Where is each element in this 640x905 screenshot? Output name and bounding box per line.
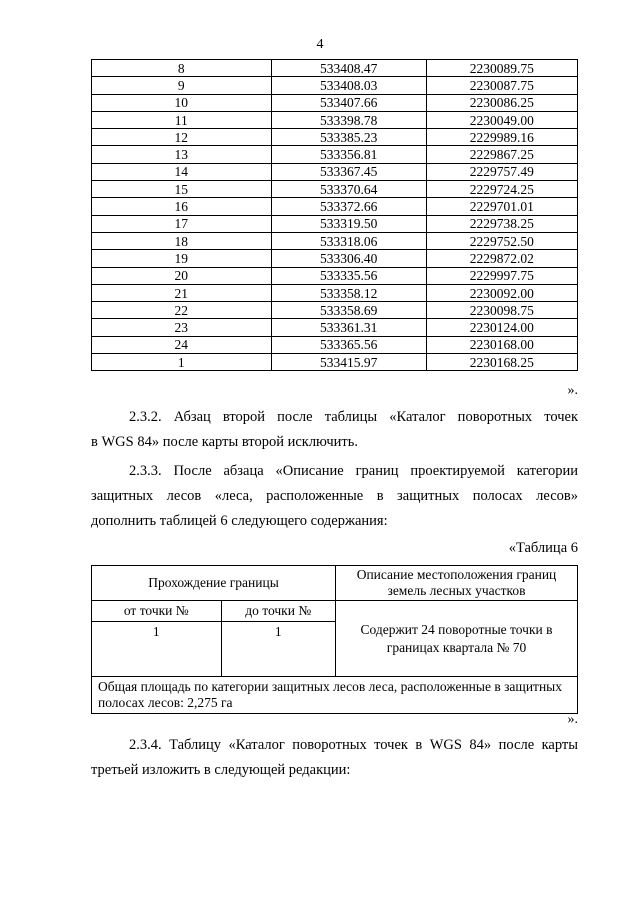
table-row xyxy=(92,111,578,128)
table-row xyxy=(92,163,578,180)
y-coordinate-cell: 2230098.75 xyxy=(426,302,577,319)
point-number-cell: 9 xyxy=(92,77,272,94)
y-coordinate-cell: 2230049.00 xyxy=(426,111,577,128)
header-description: Описание местоположения границ земель лесных участков xyxy=(336,566,578,601)
y-coordinate-cell: 2229872.02 xyxy=(426,250,577,267)
point-number-cell: 14 xyxy=(92,163,272,180)
y-coordinate-cell: 2230092.00 xyxy=(426,284,577,301)
y-coordinate-cell: 2229867.25 xyxy=(426,146,577,163)
y-coordinate-cell: 2230089.75 xyxy=(426,60,577,77)
table-row xyxy=(92,232,578,249)
point-number-cell: 20 xyxy=(92,267,272,284)
header-passage: Прохождение границы xyxy=(92,566,336,601)
header-to-point: до точки № xyxy=(221,601,335,622)
x-coordinate-cell: 533306.40 xyxy=(271,250,426,267)
x-coordinate-cell: 533415.97 xyxy=(271,354,426,371)
y-coordinate-cell: 2229701.01 xyxy=(426,198,577,215)
total-area-row: Общая площадь по категории защитных лесов леса, расположенные в защитных полосах лесов: 2,275 га xyxy=(92,677,578,714)
table-row xyxy=(92,146,578,163)
y-coordinate-cell: 2229724.25 xyxy=(426,181,577,198)
paragraph-2-3-3 xyxy=(91,459,578,534)
point-number-cell: 19 xyxy=(92,250,272,267)
table-row xyxy=(92,60,578,77)
x-coordinate-cell: 533358.69 xyxy=(271,302,426,319)
header-from-point: от точки № xyxy=(92,601,222,622)
point-number-cell: 12 xyxy=(92,129,272,146)
paragraph-line: в WGS 84» после карты второй исключить. xyxy=(91,434,358,450)
y-coordinate-cell: 2230168.25 xyxy=(426,354,577,371)
y-coordinate-cell: 2229752.50 xyxy=(426,232,577,249)
point-number-cell: 17 xyxy=(92,215,272,232)
point-number-cell: 13 xyxy=(92,146,272,163)
point-number-cell: 16 xyxy=(92,198,272,215)
table-row xyxy=(92,267,578,284)
paragraph-2-3-2 xyxy=(91,405,578,455)
table-6 xyxy=(91,565,578,714)
table-row xyxy=(92,198,578,215)
coordinates-table-closing-quote: ». xyxy=(567,383,578,398)
coordinates-table xyxy=(91,59,578,371)
table-6-closing-quote: ». xyxy=(567,712,578,727)
x-coordinate-cell: 533365.56 xyxy=(271,336,426,353)
table-row xyxy=(92,319,578,336)
paragraph-line: 2.3.4. Таблицу «Каталог поворотных точек в WGS 84» после карты xyxy=(129,737,578,753)
x-coordinate-cell: 533356.81 xyxy=(271,146,426,163)
point-number-cell: 15 xyxy=(92,181,272,198)
x-coordinate-cell: 533370.64 xyxy=(271,181,426,198)
x-coordinate-cell: 533335.56 xyxy=(271,267,426,284)
x-coordinate-cell: 533319.50 xyxy=(271,215,426,232)
y-coordinate-cell: 2229738.25 xyxy=(426,215,577,232)
table-row xyxy=(92,129,578,146)
table-row xyxy=(92,77,578,94)
x-coordinate-cell: 533372.66 xyxy=(271,198,426,215)
point-number-cell: 1 xyxy=(92,354,272,371)
from-point-value: 1 xyxy=(92,622,222,677)
point-number-cell: 23 xyxy=(92,319,272,336)
paragraph-line: защитных лесов «леса, расположенные в защитных полосах лесов» xyxy=(91,488,578,504)
y-coordinate-cell: 2230124.00 xyxy=(426,319,577,336)
x-coordinate-cell: 533367.45 xyxy=(271,163,426,180)
x-coordinate-cell: 533361.31 xyxy=(271,319,426,336)
paragraph-line: 2.3.3. После абзаца «Описание границ проектируемой категории xyxy=(129,463,578,479)
y-coordinate-cell: 2230086.25 xyxy=(426,94,577,111)
point-number-cell: 11 xyxy=(92,111,272,128)
y-coordinate-cell: 2230168.00 xyxy=(426,336,577,353)
y-coordinate-cell: 2229997.75 xyxy=(426,267,577,284)
x-coordinate-cell: 533408.03 xyxy=(271,77,426,94)
paragraph-2-3-4 xyxy=(91,733,578,783)
point-number-cell: 21 xyxy=(92,284,272,301)
table-6-caption: «Таблица 6 xyxy=(508,540,578,556)
to-point-value: 1 xyxy=(221,622,335,677)
table-row xyxy=(92,250,578,267)
point-number-cell: 22 xyxy=(92,302,272,319)
y-coordinate-cell: 2230087.75 xyxy=(426,77,577,94)
point-number-cell: 10 xyxy=(92,94,272,111)
table-row xyxy=(92,354,578,371)
x-coordinate-cell: 533398.78 xyxy=(271,111,426,128)
x-coordinate-cell: 533318.06 xyxy=(271,232,426,249)
description-cell: Содержит 24 поворотные точки в границах квартала № 70 xyxy=(336,601,578,677)
x-coordinate-cell: 533408.47 xyxy=(271,60,426,77)
paragraph-line: 2.3.2. Абзац второй после таблицы «Каталог поворотных точек xyxy=(129,409,578,425)
x-coordinate-cell: 533407.66 xyxy=(271,94,426,111)
point-number-cell: 8 xyxy=(92,60,272,77)
y-coordinate-cell: 2229757.49 xyxy=(426,163,577,180)
x-coordinate-cell: 533358.12 xyxy=(271,284,426,301)
x-coordinate-cell: 533385.23 xyxy=(271,129,426,146)
table-row xyxy=(92,181,578,198)
point-number-cell: 18 xyxy=(92,232,272,249)
page-number: 4 xyxy=(316,37,324,52)
table-row xyxy=(92,215,578,232)
paragraph-line: дополнить таблицей 6 следующего содержания: xyxy=(91,513,388,529)
y-coordinate-cell: 2229989.16 xyxy=(426,129,577,146)
point-number-cell: 24 xyxy=(92,336,272,353)
table-row xyxy=(92,284,578,301)
table-row xyxy=(92,94,578,111)
paragraph-line: третьей изложить в следующей редакции: xyxy=(91,762,351,778)
table-row xyxy=(92,302,578,319)
table-row xyxy=(92,336,578,353)
